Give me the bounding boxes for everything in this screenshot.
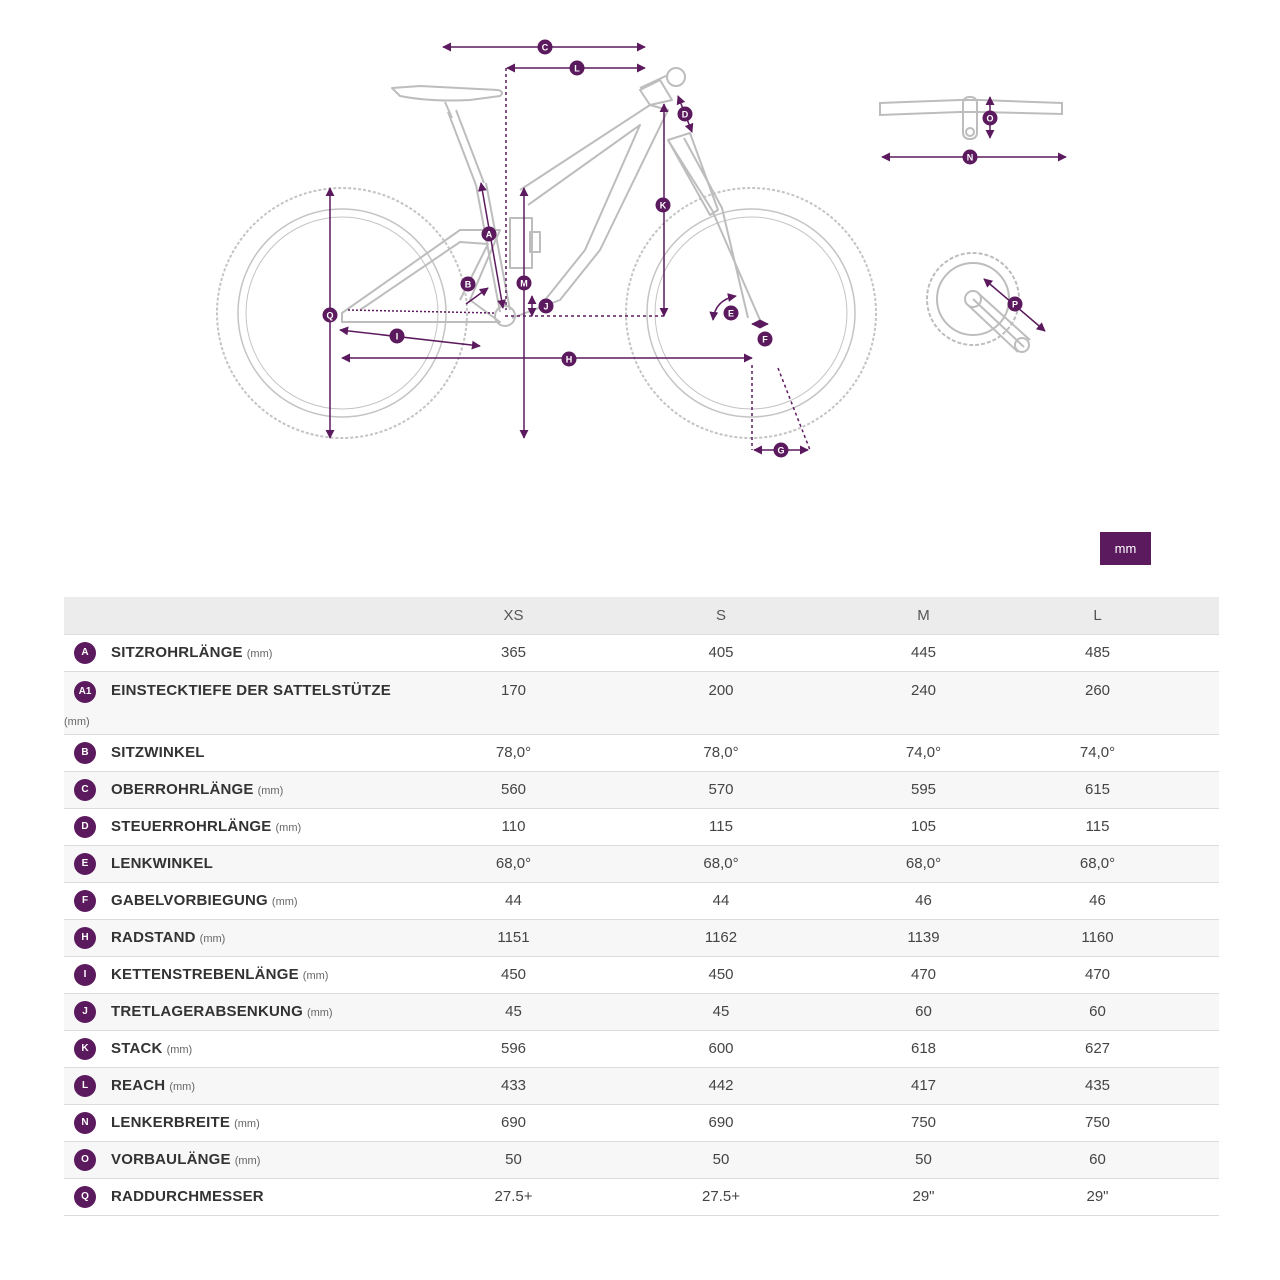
row-badge: I — [74, 964, 96, 986]
row-value-xs: 170 — [456, 671, 571, 734]
badge-L — [570, 61, 585, 76]
row-value-m: 618 — [871, 1030, 976, 1067]
row-value-l: 29" — [976, 1178, 1219, 1215]
table-row — [64, 919, 1219, 956]
row-value-xs: 433 — [456, 1067, 571, 1104]
row-value-xs: 27.5+ — [456, 1178, 571, 1215]
row-name: KETTENSTREBENLÄNGE — [111, 966, 299, 983]
table-header-row — [64, 597, 1219, 634]
row-value-xs: 110 — [456, 808, 571, 845]
badge-F — [758, 332, 773, 347]
row-label-cell — [64, 1030, 456, 1067]
row-name: LENKWINKEL — [111, 855, 213, 872]
row-label-cell — [64, 734, 456, 771]
row-value-m: 105 — [871, 808, 976, 845]
badge-I — [390, 329, 405, 344]
row-unit: (mm) — [275, 822, 302, 834]
table-row — [64, 1067, 1219, 1104]
row-unit: (mm) — [306, 1007, 333, 1019]
badge-O — [983, 111, 998, 126]
table-row — [64, 1178, 1219, 1215]
row-value-s: 44 — [571, 882, 871, 919]
row-value-l: 485 — [976, 634, 1219, 671]
row-value-l: 68,0° — [976, 845, 1219, 882]
row-unit: (mm) — [234, 1118, 260, 1130]
row-value-m: 60 — [871, 993, 976, 1030]
row-name: STACK — [111, 1040, 163, 1057]
badge-J — [539, 299, 554, 314]
row-value-m: 68,0° — [871, 845, 976, 882]
svg-text:H: H — [565, 354, 573, 365]
row-name: GABELVORBIEGUNG — [111, 892, 268, 909]
row-badge: H — [74, 927, 96, 949]
row-value-l: 750 — [976, 1104, 1219, 1141]
badge-D — [678, 107, 693, 122]
row-badge: D — [74, 816, 96, 838]
row-value-m: 470 — [871, 956, 976, 993]
row-value-xs: 365 — [456, 634, 571, 671]
row-name: OBERROHRLÄNGE — [111, 781, 254, 798]
row-name: STEUERROHRLÄNGE — [111, 818, 272, 835]
row-value-m: 1139 — [871, 919, 976, 956]
row-value-s: 405 — [571, 634, 871, 671]
row-value-s: 78,0° — [571, 734, 871, 771]
row-value-s: 442 — [571, 1067, 871, 1104]
row-badge: E — [74, 853, 96, 875]
row-label-cell — [64, 808, 456, 845]
row-label-cell — [64, 919, 456, 956]
row-value-xs: 45 — [456, 993, 571, 1030]
row-badge: B — [74, 742, 96, 764]
badge-M — [517, 276, 532, 291]
row-badge: N — [74, 1112, 96, 1134]
row-label-cell — [64, 845, 456, 882]
badge-H — [562, 352, 577, 367]
badge-A — [482, 227, 497, 242]
row-value-s: 45 — [571, 993, 871, 1030]
row-value-m: 445 — [871, 634, 976, 671]
svg-text:E: E — [727, 308, 735, 319]
badge-E — [724, 306, 739, 321]
header-size-l: L — [976, 597, 1219, 634]
svg-text:Q: Q — [326, 310, 334, 321]
row-value-m: 46 — [871, 882, 976, 919]
row-value-s: 50 — [571, 1141, 871, 1178]
row-badge: A1 — [74, 681, 96, 703]
header-size-xs: XS — [456, 597, 571, 634]
row-unit: (mm) — [302, 970, 329, 982]
badge-Q — [323, 308, 338, 323]
row-label-cell — [64, 993, 456, 1030]
row-value-m: 595 — [871, 771, 976, 808]
row-unit: (mm) — [234, 1155, 261, 1167]
row-label-cell — [64, 882, 456, 919]
row-value-l: 435 — [976, 1067, 1219, 1104]
header-size-m: M — [871, 597, 976, 634]
row-unit: (mm) — [271, 896, 298, 908]
row-name: TRETLAGERABSENKUNG — [111, 1003, 303, 1020]
row-value-l: 60 — [976, 993, 1219, 1030]
row-unit: (mm) — [64, 715, 90, 728]
table-row — [64, 1030, 1219, 1067]
row-value-xs: 1151 — [456, 919, 571, 956]
row-value-l: 260 — [976, 671, 1219, 734]
row-badge: F — [74, 890, 96, 912]
row-badge: C — [74, 779, 96, 801]
row-name: SITZWINKEL — [111, 744, 205, 761]
row-value-s: 570 — [571, 771, 871, 808]
row-label-cell — [64, 1104, 456, 1141]
table-row — [64, 845, 1219, 882]
row-value-l: 470 — [976, 956, 1219, 993]
row-unit: (mm) — [166, 1044, 193, 1056]
row-value-s: 1162 — [571, 919, 871, 956]
badge-K — [656, 198, 671, 213]
row-value-l: 627 — [976, 1030, 1219, 1067]
unit-toggle-button[interactable]: mm — [1100, 532, 1151, 565]
row-name: LENKERBREITE — [111, 1114, 231, 1131]
row-badge: K — [74, 1038, 96, 1060]
row-value-l: 615 — [976, 771, 1219, 808]
row-value-m: 240 — [871, 671, 976, 734]
svg-text:M: M — [520, 278, 528, 289]
svg-text:L: L — [574, 63, 580, 74]
badge-B — [461, 277, 476, 292]
svg-text:C: C — [541, 42, 549, 53]
row-value-xs: 68,0° — [456, 845, 571, 882]
table-row — [64, 734, 1219, 771]
row-value-s: 27.5+ — [571, 1178, 871, 1215]
svg-text:F: F — [762, 334, 768, 345]
row-value-s: 68,0° — [571, 845, 871, 882]
row-value-xs: 690 — [456, 1104, 571, 1141]
row-value-s: 450 — [571, 956, 871, 993]
row-value-m: 750 — [871, 1104, 976, 1141]
row-value-xs: 50 — [456, 1141, 571, 1178]
row-label-cell — [64, 1178, 456, 1215]
row-name: RADDURCHMESSER — [111, 1188, 264, 1205]
row-name: SITZROHRLÄNGE — [111, 644, 243, 661]
table-row — [64, 993, 1219, 1030]
geometry-table — [64, 597, 1219, 1216]
svg-text:B: B — [464, 279, 472, 290]
row-label-cell — [64, 671, 456, 734]
row-label-cell — [64, 1141, 456, 1178]
row-label-cell — [64, 634, 456, 671]
table-row — [64, 771, 1219, 808]
header-size-s: S — [571, 597, 871, 634]
row-label-cell — [64, 771, 456, 808]
handlebar-illustration — [880, 97, 1062, 139]
bike-frame — [342, 68, 760, 326]
svg-text:J: J — [543, 301, 549, 312]
row-badge: J — [74, 1001, 96, 1023]
row-value-m: 417 — [871, 1067, 976, 1104]
table-row — [64, 956, 1219, 993]
row-value-s: 600 — [571, 1030, 871, 1067]
row-value-s: 200 — [571, 671, 871, 734]
row-badge: O — [74, 1149, 96, 1171]
table-row — [64, 1141, 1219, 1178]
badge-C — [538, 40, 553, 55]
row-name: RADSTAND — [111, 929, 196, 946]
badge-N — [963, 150, 978, 165]
table-row — [64, 808, 1219, 845]
row-unit: (mm) — [199, 933, 226, 945]
svg-text:I: I — [395, 331, 399, 342]
svg-text:N: N — [966, 152, 974, 163]
row-value-l: 60 — [976, 1141, 1219, 1178]
svg-text:K: K — [659, 200, 667, 211]
row-value-l: 115 — [976, 808, 1219, 845]
row-badge: L — [74, 1075, 96, 1097]
bike-geometry-diagram — [0, 0, 1280, 520]
row-value-xs: 78,0° — [456, 734, 571, 771]
svg-text:P: P — [1011, 299, 1019, 310]
row-name: VORBAULÄNGE — [111, 1151, 231, 1168]
row-badge: A — [74, 642, 96, 664]
table-row — [64, 1104, 1219, 1141]
header-label-cell — [64, 597, 456, 634]
row-value-m: 50 — [871, 1141, 976, 1178]
svg-text:A: A — [485, 229, 493, 240]
svg-text:O: O — [986, 113, 994, 124]
row-unit: (mm) — [169, 1081, 195, 1093]
row-value-s: 115 — [571, 808, 871, 845]
row-name: REACH — [111, 1077, 166, 1094]
table-row — [64, 882, 1219, 919]
row-value-xs: 44 — [456, 882, 571, 919]
svg-text:G: G — [777, 445, 785, 456]
table-row — [64, 634, 1219, 671]
row-value-l: 74,0° — [976, 734, 1219, 771]
svg-text:D: D — [681, 109, 689, 120]
row-value-xs: 596 — [456, 1030, 571, 1067]
row-value-xs: 450 — [456, 956, 571, 993]
row-unit: (mm) — [246, 648, 273, 660]
row-badge: Q — [74, 1186, 96, 1208]
badge-P — [1008, 297, 1023, 312]
badge-G — [774, 443, 789, 458]
row-label-cell — [64, 956, 456, 993]
row-unit: (mm) — [257, 785, 284, 797]
row-label-cell — [64, 1067, 456, 1104]
row-value-s: 690 — [571, 1104, 871, 1141]
row-value-l: 46 — [976, 882, 1219, 919]
row-value-xs: 560 — [456, 771, 571, 808]
row-value-m: 29" — [871, 1178, 976, 1215]
row-value-m: 74,0° — [871, 734, 976, 771]
row-name: EINSTECKTIEFE DER SATTELSTÜTZE — [111, 681, 391, 699]
table-row — [64, 671, 1219, 734]
row-value-l: 1160 — [976, 919, 1219, 956]
